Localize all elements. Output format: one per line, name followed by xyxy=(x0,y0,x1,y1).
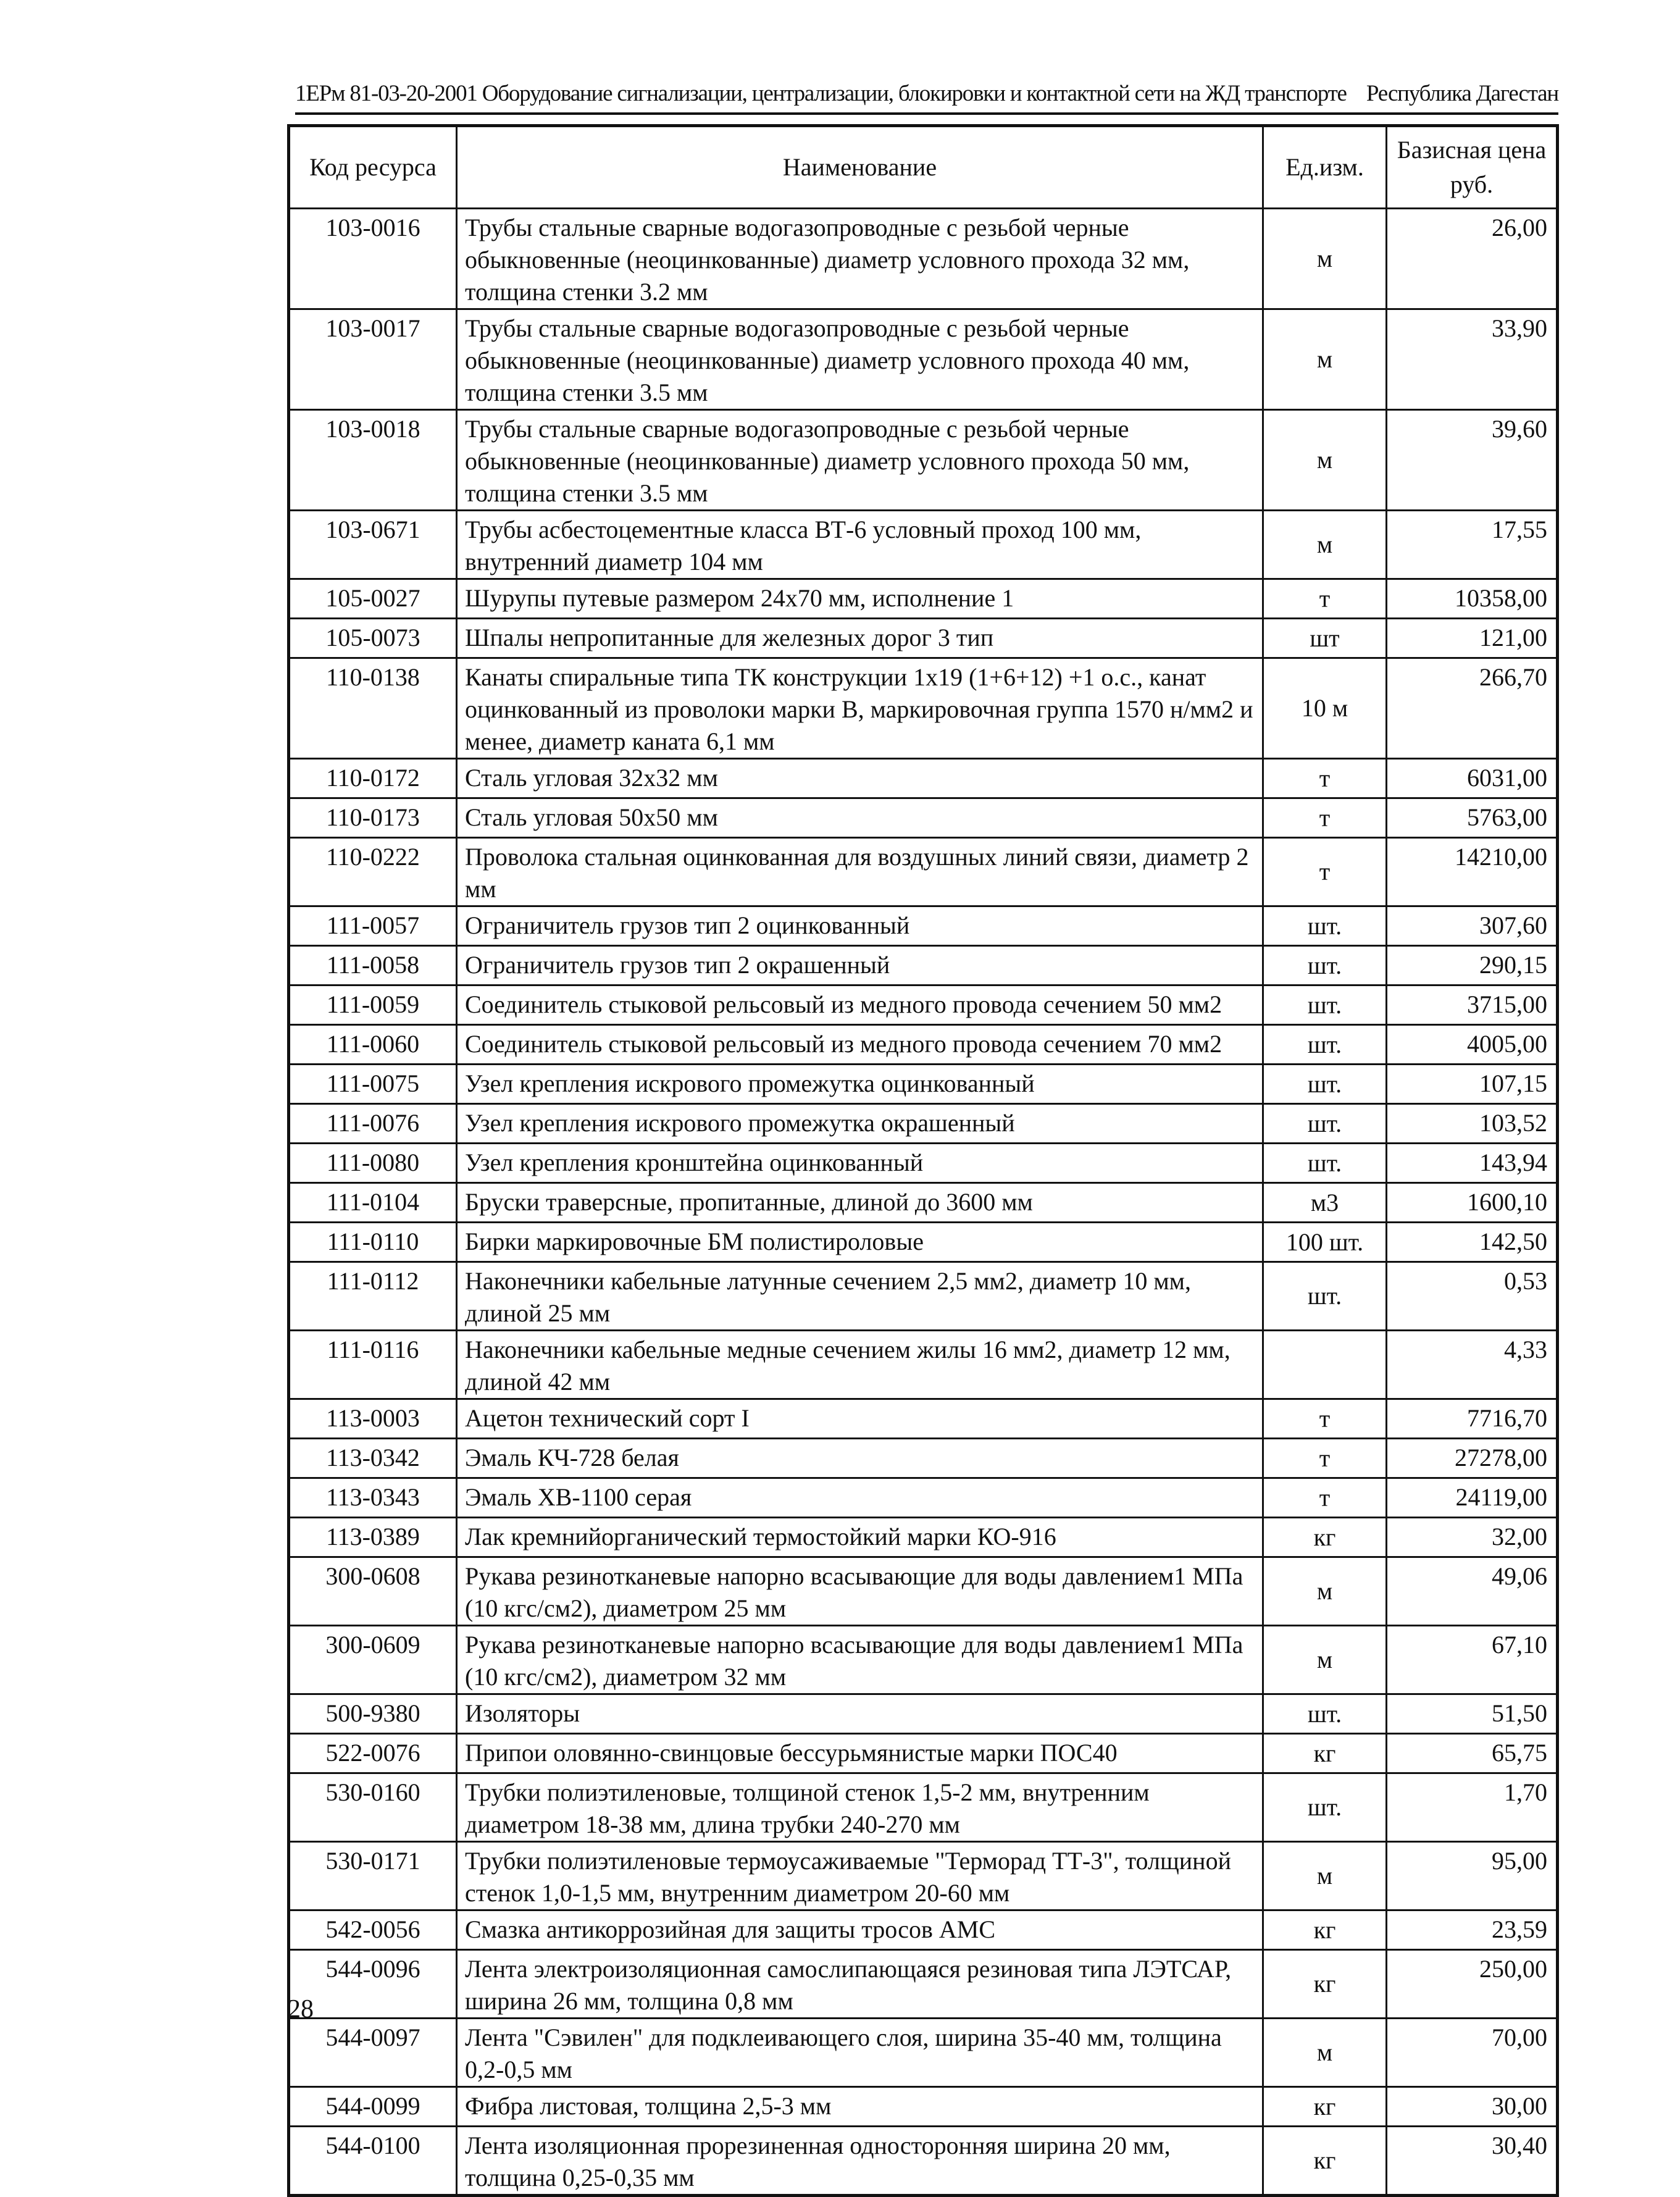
page-number: 28 xyxy=(288,1995,314,2023)
resource-name-cell: Эмаль КЧ-728 белая xyxy=(457,1439,1263,1478)
table-row xyxy=(289,2019,1558,2087)
base-price-cell: 143,94 xyxy=(1387,1144,1558,1183)
table-row xyxy=(289,2127,1558,2196)
unit-cell: кг xyxy=(1263,2087,1387,2127)
resource-code-cell: 544-0100 xyxy=(289,2127,457,2196)
base-price-cell: 39,60 xyxy=(1387,410,1558,511)
table-row xyxy=(289,209,1558,309)
unit-cell: 100 шт. xyxy=(1263,1223,1387,1262)
base-price-cell: 23,59 xyxy=(1387,1910,1558,1950)
resource-code-cell: 105-0073 xyxy=(289,619,457,658)
unit-cell: м xyxy=(1263,2019,1387,2087)
column-header-name: Наименование xyxy=(457,126,1263,209)
resource-name-cell: Рукава резинотканевые напорно всасывающие для воды давлением1 МПа (10 кгс/см2), диаметром 25 мм xyxy=(457,1557,1263,1626)
table-row xyxy=(289,309,1558,410)
table-row xyxy=(289,619,1558,658)
resource-name-cell: Фибра листовая, толщина 2,5-3 мм xyxy=(457,2087,1263,2127)
unit-cell: кг xyxy=(1263,2127,1387,2196)
table-row xyxy=(289,511,1558,579)
base-price-cell: 10358,00 xyxy=(1387,579,1558,619)
page-header xyxy=(295,75,1558,115)
resource-name-cell: Шпалы непропитанные для железных дорог 3 тип xyxy=(457,619,1263,658)
unit-cell: т xyxy=(1263,1478,1387,1518)
resource-price-table xyxy=(287,124,1559,2197)
base-price-cell: 142,50 xyxy=(1387,1223,1558,1262)
resource-code-cell: 111-0104 xyxy=(289,1183,457,1223)
resource-name-cell: Шурупы путевые размером 24x70 мм, исполнение 1 xyxy=(457,579,1263,619)
table-row xyxy=(289,1842,1558,1910)
resource-code-cell: 530-0160 xyxy=(289,1773,457,1842)
resource-code-cell: 111-0060 xyxy=(289,1025,457,1065)
base-price-cell: 30,40 xyxy=(1387,2127,1558,2196)
resource-name-cell: Трубы стальные сварные водогазопроводные с резьбой черные обыкновенные (неоцинкованные) диаметр условного прохода 40 мм, толщина стенки 3.5 мм xyxy=(457,309,1263,410)
resource-name-cell: Проволока стальная оцинкованная для воздушных линий связи, диаметр 2 мм xyxy=(457,838,1263,906)
resource-name-cell: Ограничитель грузов тип 2 окрашенный xyxy=(457,946,1263,986)
resource-name-cell: Узел крепления кронштейна оцинкованный xyxy=(457,1144,1263,1183)
unit-cell: шт. xyxy=(1263,1144,1387,1183)
resource-code-cell: 113-0343 xyxy=(289,1478,457,1518)
unit-cell: м xyxy=(1263,1626,1387,1694)
table-row xyxy=(289,2087,1558,2127)
resource-name-cell: Сталь угловая 32x32 мм xyxy=(457,759,1263,798)
unit-cell: 10 м xyxy=(1263,658,1387,759)
resource-code-cell: 542-0056 xyxy=(289,1910,457,1950)
unit-cell: шт. xyxy=(1263,986,1387,1025)
table-row xyxy=(289,1694,1558,1734)
unit-cell: м xyxy=(1263,209,1387,309)
resource-code-cell: 111-0057 xyxy=(289,906,457,946)
resource-code-cell: 111-0058 xyxy=(289,946,457,986)
base-price-cell: 33,90 xyxy=(1387,309,1558,410)
base-price-cell: 67,10 xyxy=(1387,1626,1558,1694)
base-price-cell: 4,33 xyxy=(1387,1331,1558,1399)
resource-code-cell: 500-9380 xyxy=(289,1694,457,1734)
resource-code-cell: 110-0138 xyxy=(289,658,457,759)
resource-code-cell: 110-0172 xyxy=(289,759,457,798)
base-price-cell: 95,00 xyxy=(1387,1842,1558,1910)
resource-code-cell: 103-0018 xyxy=(289,410,457,511)
column-header-code: Код ресурса xyxy=(289,126,457,209)
base-price-cell: 107,15 xyxy=(1387,1065,1558,1104)
resource-name-cell: Наконечники кабельные латунные сечением 2,5 мм2, диаметр 10 мм, длиной 25 мм xyxy=(457,1262,1263,1331)
table-row xyxy=(289,1104,1558,1144)
resource-name-cell: Ограничитель грузов тип 2 оцинкованный xyxy=(457,906,1263,946)
resource-name-cell: Смазка антикоррозийная для защиты тросов АМС xyxy=(457,1910,1263,1950)
resource-code-cell: 103-0017 xyxy=(289,309,457,410)
resource-code-cell: 530-0171 xyxy=(289,1842,457,1910)
resource-name-cell: Лак кремнийорганический термостойкий марки КО-916 xyxy=(457,1518,1263,1557)
table-row xyxy=(289,838,1558,906)
resource-code-cell: 105-0027 xyxy=(289,579,457,619)
base-price-cell: 307,60 xyxy=(1387,906,1558,946)
resource-code-cell: 300-0608 xyxy=(289,1557,457,1626)
base-price-cell: 17,55 xyxy=(1387,511,1558,579)
unit-cell: т xyxy=(1263,1439,1387,1478)
resource-name-cell: Ацетон технический сорт I xyxy=(457,1399,1263,1439)
base-price-cell: 4005,00 xyxy=(1387,1025,1558,1065)
table-row xyxy=(289,1331,1558,1399)
unit-cell: т xyxy=(1263,579,1387,619)
resource-name-cell: Наконечники кабельные медные сечением жилы 16 мм2, диаметр 12 мм, длиной 42 мм xyxy=(457,1331,1263,1399)
resource-name-cell: Изоляторы xyxy=(457,1694,1263,1734)
table-row xyxy=(289,1025,1558,1065)
resource-code-cell: 111-0075 xyxy=(289,1065,457,1104)
table-row xyxy=(289,410,1558,511)
unit-cell: шт. xyxy=(1263,1262,1387,1331)
resource-name-cell: Бруски траверсные, пропитанные, длиной до 3600 мм xyxy=(457,1183,1263,1223)
table-row xyxy=(289,1223,1558,1262)
unit-cell: кг xyxy=(1263,1518,1387,1557)
table-row xyxy=(289,1065,1558,1104)
base-price-cell: 121,00 xyxy=(1387,619,1558,658)
column-header-unit: Ед.изм. xyxy=(1263,126,1387,209)
unit-cell: шт. xyxy=(1263,946,1387,986)
base-price-cell: 0,53 xyxy=(1387,1262,1558,1331)
unit-cell: шт. xyxy=(1263,906,1387,946)
table-row xyxy=(289,1439,1558,1478)
table-row xyxy=(289,1557,1558,1626)
unit-cell: шт xyxy=(1263,619,1387,658)
unit-cell: м xyxy=(1263,309,1387,410)
resource-code-cell: 110-0222 xyxy=(289,838,457,906)
resource-name-cell: Соединитель стыковой рельсовый из медного провода сечением 70 мм2 xyxy=(457,1025,1263,1065)
resource-code-cell: 111-0080 xyxy=(289,1144,457,1183)
unit-cell: м xyxy=(1263,1557,1387,1626)
resource-code-cell: 111-0110 xyxy=(289,1223,457,1262)
table-row xyxy=(289,1950,1558,2019)
unit-cell: шт. xyxy=(1263,1104,1387,1144)
unit-cell: т xyxy=(1263,759,1387,798)
base-price-cell: 26,00 xyxy=(1387,209,1558,309)
base-price-cell: 3715,00 xyxy=(1387,986,1558,1025)
base-price-cell: 65,75 xyxy=(1387,1734,1558,1773)
resource-name-cell: Бирки маркировочные БМ полистироловые xyxy=(457,1223,1263,1262)
base-price-cell: 70,00 xyxy=(1387,2019,1558,2087)
unit-cell: т xyxy=(1263,798,1387,838)
unit-cell: шт. xyxy=(1263,1065,1387,1104)
base-price-cell: 1,70 xyxy=(1387,1773,1558,1842)
unit-cell: м xyxy=(1263,511,1387,579)
table-row xyxy=(289,579,1558,619)
resource-name-cell: Трубки полиэтиленовые, толщиной стенок 1,5-2 мм, внутренним диаметром 18-38 мм, длина трубки 240-270 мм xyxy=(457,1773,1263,1842)
base-price-cell: 6031,00 xyxy=(1387,759,1558,798)
table-row xyxy=(289,658,1558,759)
table-row xyxy=(289,906,1558,946)
resource-name-cell: Соединитель стыковой рельсовый из медного провода сечением 50 мм2 xyxy=(457,986,1263,1025)
table-row xyxy=(289,1734,1558,1773)
unit-cell: т xyxy=(1263,1399,1387,1439)
base-price-cell: 1600,10 xyxy=(1387,1183,1558,1223)
unit-cell: кг xyxy=(1263,1950,1387,2019)
unit-cell: шт. xyxy=(1263,1025,1387,1065)
resource-name-cell: Лента электроизоляционная самослипающаяся резиновая типа ЛЭТСАР, ширина 26 мм, толщина 0,8 мм xyxy=(457,1950,1263,2019)
resource-name-cell: Трубы асбестоцементные класса ВТ-6 условный проход 100 мм, внутренний диаметр 104 мм xyxy=(457,511,1263,579)
base-price-cell: 27278,00 xyxy=(1387,1439,1558,1478)
base-price-cell: 250,00 xyxy=(1387,1950,1558,2019)
table-row xyxy=(289,1626,1558,1694)
unit-cell: м xyxy=(1263,1842,1387,1910)
table-row xyxy=(289,946,1558,986)
resource-code-cell: 103-0671 xyxy=(289,511,457,579)
resource-code-cell: 113-0389 xyxy=(289,1518,457,1557)
unit-cell: кг xyxy=(1263,1734,1387,1773)
resource-name-cell: Эмаль ХВ-1100 серая xyxy=(457,1478,1263,1518)
unit-cell: кг xyxy=(1263,1910,1387,1950)
base-price-cell: 51,50 xyxy=(1387,1694,1558,1734)
resource-name-cell: Сталь угловая 50x50 мм xyxy=(457,798,1263,838)
resource-name-cell: Трубы стальные сварные водогазопроводные с резьбой черные обыкновенные (неоцинкованные) диаметр условного прохода 50 мм, толщина стенки 3.5 мм xyxy=(457,410,1263,511)
table-row xyxy=(289,1144,1558,1183)
table-row xyxy=(289,759,1558,798)
base-price-cell: 14210,00 xyxy=(1387,838,1558,906)
document-title: 1ЕРм 81-03-20-2001 Оборудование сигнализации, централизации, блокировки и контактной сети на ЖД транспорте xyxy=(295,81,1347,106)
table-body xyxy=(289,209,1558,2196)
table-row xyxy=(289,1478,1558,1518)
resource-code-cell: 103-0016 xyxy=(289,209,457,309)
resource-name-cell: Канаты спиральные типа ТК конструкции 1x19 (1+6+12) +1 о.с., канат оцинкованный из проволоки марки В, маркировочная группа 1570 н/мм2 и менее, диаметр каната 6,1 мм xyxy=(457,658,1263,759)
table-row xyxy=(289,1910,1558,1950)
base-price-cell: 5763,00 xyxy=(1387,798,1558,838)
base-price-cell: 290,15 xyxy=(1387,946,1558,986)
table-row xyxy=(289,1399,1558,1439)
unit-cell: м xyxy=(1263,410,1387,511)
resource-code-cell: 111-0112 xyxy=(289,1262,457,1331)
table-row xyxy=(289,1183,1558,1223)
table-row xyxy=(289,1518,1558,1557)
resource-name-cell: Рукава резинотканевые напорно всасывающие для воды давлением1 МПа (10 кгс/см2), диаметром 32 мм xyxy=(457,1626,1263,1694)
table-header-row xyxy=(289,126,1558,209)
resource-code-cell: 113-0342 xyxy=(289,1439,457,1478)
base-price-cell: 266,70 xyxy=(1387,658,1558,759)
region-name: Республика Дагестан xyxy=(1366,81,1558,106)
resource-name-cell: Трубы стальные сварные водогазопроводные с резьбой черные обыкновенные (неоцинкованные) диаметр условного прохода 32 мм, толщина стенки 3.2 мм xyxy=(457,209,1263,309)
resource-name-cell: Узел крепления искрового промежутка окрашенный xyxy=(457,1104,1263,1144)
resource-code-cell: 110-0173 xyxy=(289,798,457,838)
unit-cell xyxy=(1263,1331,1387,1399)
base-price-cell: 7716,70 xyxy=(1387,1399,1558,1439)
table-row xyxy=(289,986,1558,1025)
base-price-cell: 32,00 xyxy=(1387,1518,1558,1557)
base-price-cell: 24119,00 xyxy=(1387,1478,1558,1518)
resource-code-cell: 111-0059 xyxy=(289,986,457,1025)
table-row xyxy=(289,798,1558,838)
resource-code-cell: 544-0096 xyxy=(289,1950,457,2019)
base-price-cell: 30,00 xyxy=(1387,2087,1558,2127)
resource-name-cell: Узел крепления искрового промежутка оцинкованный xyxy=(457,1065,1263,1104)
base-price-cell: 49,06 xyxy=(1387,1557,1558,1626)
base-price-cell: 103,52 xyxy=(1387,1104,1558,1144)
table-row xyxy=(289,1262,1558,1331)
resource-code-cell: 300-0609 xyxy=(289,1626,457,1694)
column-header-price-line1: Базисная цена xyxy=(1397,136,1547,164)
resource-name-cell: Лента "Сэвилен" для подклеивающего слоя, ширина 35-40 мм, толщина 0,2-0,5 мм xyxy=(457,2019,1263,2087)
resource-name-cell: Припои оловянно-свинцовые бессурьмянистые марки ПОС40 xyxy=(457,1734,1263,1773)
table-row xyxy=(289,1773,1558,1842)
resource-code-cell: 522-0076 xyxy=(289,1734,457,1773)
resource-code-cell: 544-0099 xyxy=(289,2087,457,2127)
column-header-price xyxy=(1387,126,1558,209)
resource-code-cell: 111-0116 xyxy=(289,1331,457,1399)
resource-code-cell: 544-0097 xyxy=(289,2019,457,2087)
resource-code-cell: 113-0003 xyxy=(289,1399,457,1439)
unit-cell: т xyxy=(1263,838,1387,906)
unit-cell: м3 xyxy=(1263,1183,1387,1223)
resource-name-cell: Лента изоляционная прорезиненная односторонняя ширина 20 мм, толщина 0,25-0,35 мм xyxy=(457,2127,1263,2196)
resource-name-cell: Трубки полиэтиленовые термоусаживаемые "Терморад ТТ-3", толщиной стенок 1,0-1,5 мм, внутренним диаметром 20-60 мм xyxy=(457,1842,1263,1910)
unit-cell: шт. xyxy=(1263,1694,1387,1734)
unit-cell: шт. xyxy=(1263,1773,1387,1842)
column-header-price-line2: руб. xyxy=(1450,170,1494,198)
resource-code-cell: 111-0076 xyxy=(289,1104,457,1144)
